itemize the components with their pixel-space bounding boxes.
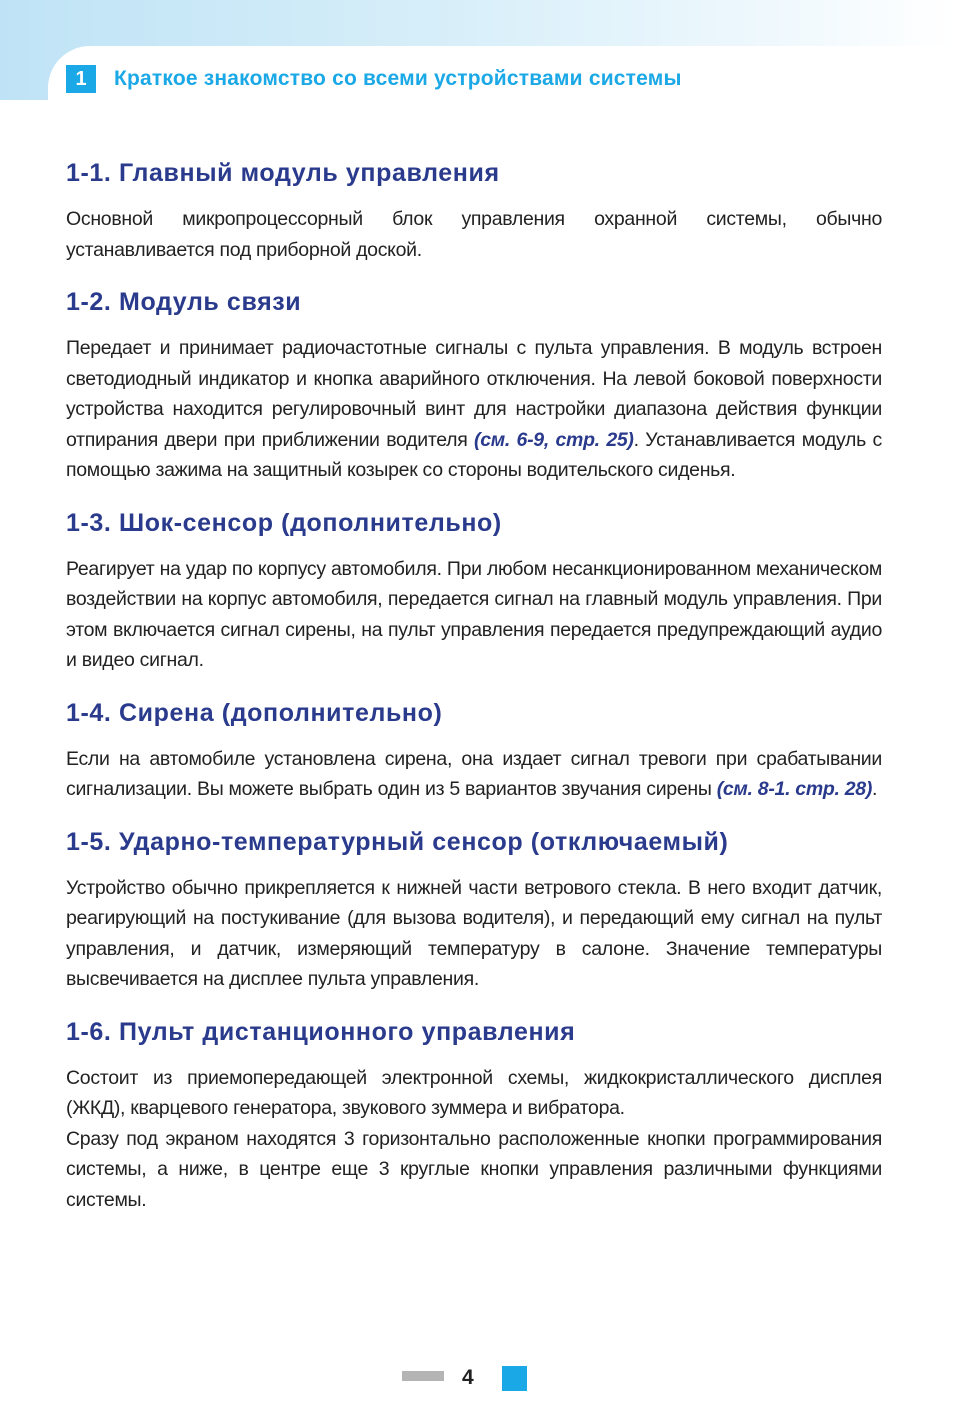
- section-main-module: [66, 156, 882, 265]
- section-paragraph: Реагирует на удар по корпусу автомобиля. При любом несанкционированном механическом воздействии на корпус автомобиля, передается сигнал на главный модуль управления. При этом включается сигнал сирены, на пульт управления передается предупреждающий аудио и видео сигнал.: [66, 557, 882, 671]
- page-footer: [0, 1366, 954, 1396]
- section-siren: [66, 696, 882, 805]
- chapter-header: [66, 64, 682, 94]
- section-paragraph: [66, 333, 882, 486]
- footer-gray-bar: [402, 1371, 444, 1381]
- page-number: 4: [462, 1366, 474, 1389]
- paragraph-text: Передает и принимает радиочастотные сигналы с пульта управления. В модуль встроен светодиодный индикатор и кнопка аварийного отключения. На левой боковой поверхности устройства находится регулировочный винт для настройки диапазона действия функции отпирания двери при приближении водителя: [66, 337, 882, 451]
- section-remote-control: [66, 1015, 882, 1216]
- section-paragraph: Устройство обычно прикрепляется к нижней части ветрового стекла. В него входит датчик, реагирующий на постукивание (для вызова водителя), и передающий ему сигнал на пульт управления, и датчик, измеряющий температуру в салоне. Значение температуры высвечивается на дисплее пульта управления.: [66, 876, 882, 990]
- section-temperature-sensor: [66, 825, 882, 995]
- page-reference: (см. 8-1. стр. 28): [716, 778, 873, 800]
- section-paragraph: Сразу под экраном находятся 3 горизонтально расположенные кнопки программирования системы, а ниже, в центре еще 3 круглые кнопки управления различными функциями системы.: [66, 1127, 882, 1211]
- section-title: 1-3. Шок-сенсор (дополнительно): [66, 508, 502, 537]
- section-shock-sensor: [66, 506, 882, 676]
- chapter-title: Краткое знакомство со всеми устройствами системы: [114, 67, 682, 90]
- section-title: 1-5. Ударно-температурный сенсор (отключаемый): [66, 827, 729, 856]
- paragraph-text: .: [872, 778, 878, 800]
- section-paragraph: Основной микропроцессорный блок управления охранной системы, обычно устанавливается под приборной доской.: [66, 208, 882, 261]
- footer-blue-square: [502, 1366, 527, 1391]
- section-title: 1-6. Пульт дистанционного управления: [66, 1017, 576, 1046]
- section-communication-module: [66, 285, 882, 486]
- paragraph-text: Если на автомобиле установлена сирена, она издает сигнал тревоги при срабатывании сигнализации. Вы можете выбрать один из 5 вариантов звучания сирены: [66, 747, 882, 800]
- paragraph-text: . Устанавливается модуль с помощью зажима на защитный козырек со стороны водительского сиденья.: [66, 428, 882, 481]
- section-paragraph: Состоит из приемопередающей электронной схемы, жидкокристаллического дисплея (ЖКД), кварцевого генератора, звукового зуммера и вибратора.: [66, 1066, 882, 1119]
- main-content: [66, 156, 882, 1235]
- section-title: 1-2. Модуль связи: [66, 288, 302, 316]
- section-title: 1-1. Главный модуль управления: [66, 159, 500, 187]
- page-reference: (см. 6-9, стр. 25): [474, 428, 634, 451]
- section-title: 1-4. Сирена (дополнительно): [66, 698, 443, 727]
- chapter-number-badge: 1: [66, 65, 96, 93]
- section-paragraph: [66, 744, 882, 805]
